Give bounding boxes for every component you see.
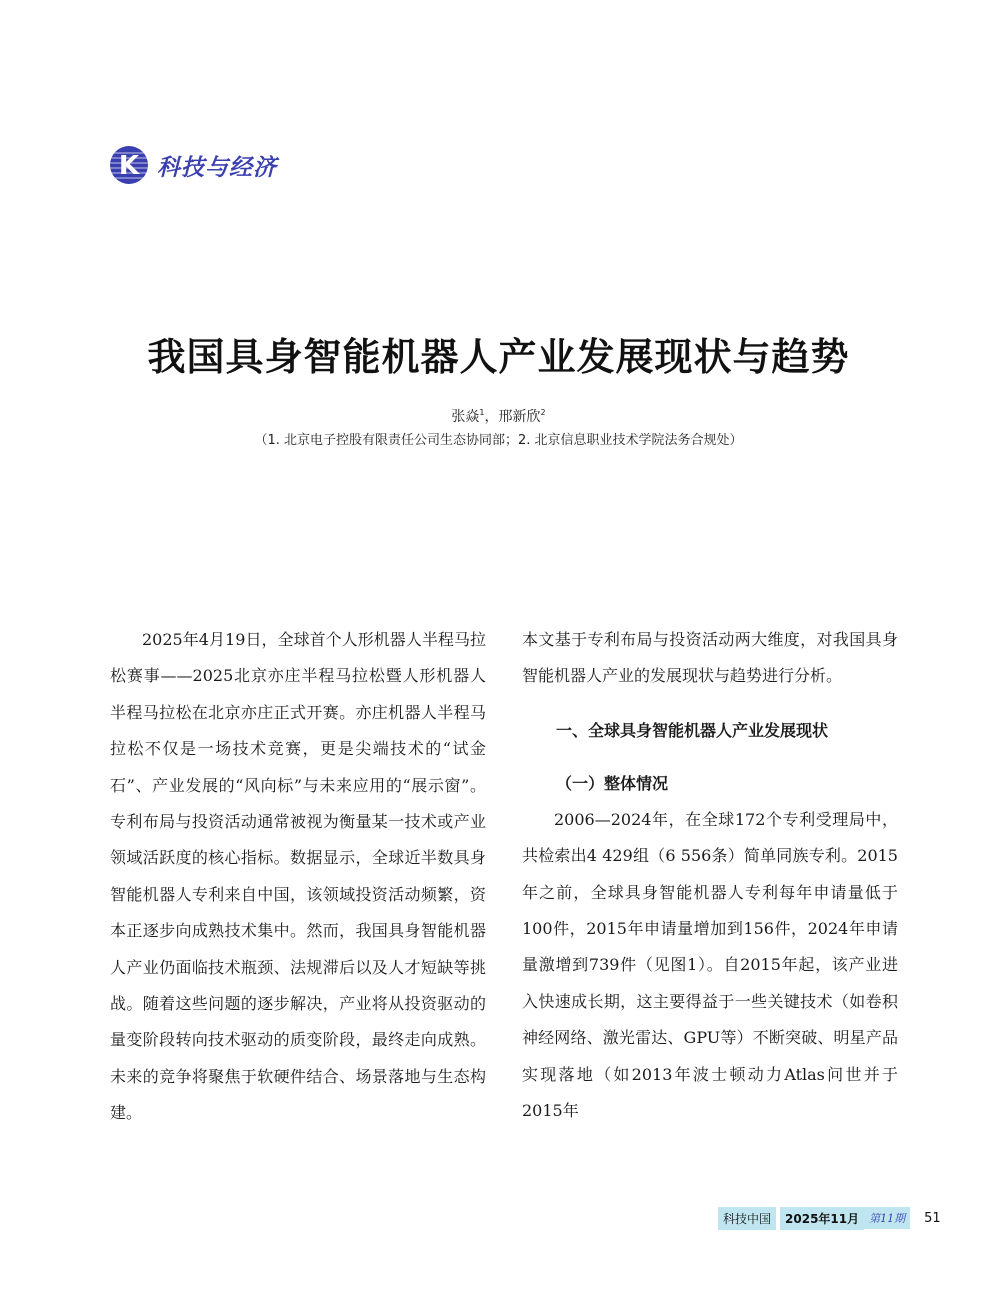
right-column [522, 622, 898, 1129]
spacer [522, 749, 898, 766]
page-number: 51 [924, 1210, 941, 1226]
author-separator: ， [484, 409, 499, 425]
footer-issue-date: 2025年11月 [780, 1207, 864, 1230]
body-paragraph: 2006—2024年，在全球172个专利受理局中，共检索出4 429组（6 556条）简单同族专利。2015年之前，全球具身智能机器人专利每年申请量低于100件，2015年申请量增加到156件，2024年申请量激增到739件（见图1）。自2015年起，该产业进入快速成长期，这主要得益于一些关键技术（如卷积神经网络、激光雷达、GPU等）不断突破、明星产品实现落地（如2013年波士顿动力Atlas问世并于2015年 [522, 809, 898, 1121]
left-column [110, 622, 486, 1132]
subsection-heading: （一）整体情况 [556, 773, 669, 793]
intro-paragraph: 本文基于专利布局与投资活动两大维度，对我国具身智能机器人产业的发展现状与趋势进行分析。 [522, 630, 898, 686]
author-name: 张焱 [451, 409, 480, 425]
author-name: 邢新欣 [498, 409, 541, 425]
section-heading: 一、全球具身智能机器人产业发展现状 [556, 720, 829, 740]
author-affiliation-mark: 2 [540, 408, 546, 417]
author-line [0, 406, 997, 426]
body-paragraph: 2025年4月19日，全球首个人形机器人半程马拉松赛事——2025北京亦庄半程马拉松暨人形机器人半程马拉松在北京亦庄正式开赛。亦庄机器人半程马拉松不仅是一场技术竞赛，更是尖端技术的“试金石”、产业发展的“风向标”与未来应用的“展示窗”。专利布局与投资活动通常被视为衡量某一技术或产业领域活跃度的核心指标。数据显示，全球近半数具身智能机器人专利来自中国，该领域投资活动频繁，资本正逐步向成熟技术集中。然而，我国具身智能机器人产业仍面临技术瓶颈、法规滞后以及人才短缺等挑战。随着这些问题的逐步解决，产业将从投资驱动的量变阶段转向技术驱动的质变阶段，最终走向成熟。未来的竞争将聚焦于软硬件结合、场景落地与生态构建。 [110, 630, 486, 1123]
section-logo [109, 145, 277, 185]
footer-issue-number: 第11期 [864, 1207, 910, 1229]
footer-journal-name: 科技中国 [718, 1207, 776, 1230]
affiliation-line: （1. 北京电子控股有限责任公司生态协同部；2. 北京信息职业技术学院法务合规处） [254, 433, 743, 448]
page-footer [718, 1207, 941, 1229]
author-affiliation-mark: 1 [479, 408, 485, 417]
logo-letter: K [118, 151, 140, 181]
section-title: 科技与经济 [157, 154, 277, 181]
spacer [522, 695, 898, 713]
section-k-logo-icon [109, 145, 149, 185]
article-title: 我国具身智能机器人产业发展现状与趋势 [147, 335, 850, 379]
